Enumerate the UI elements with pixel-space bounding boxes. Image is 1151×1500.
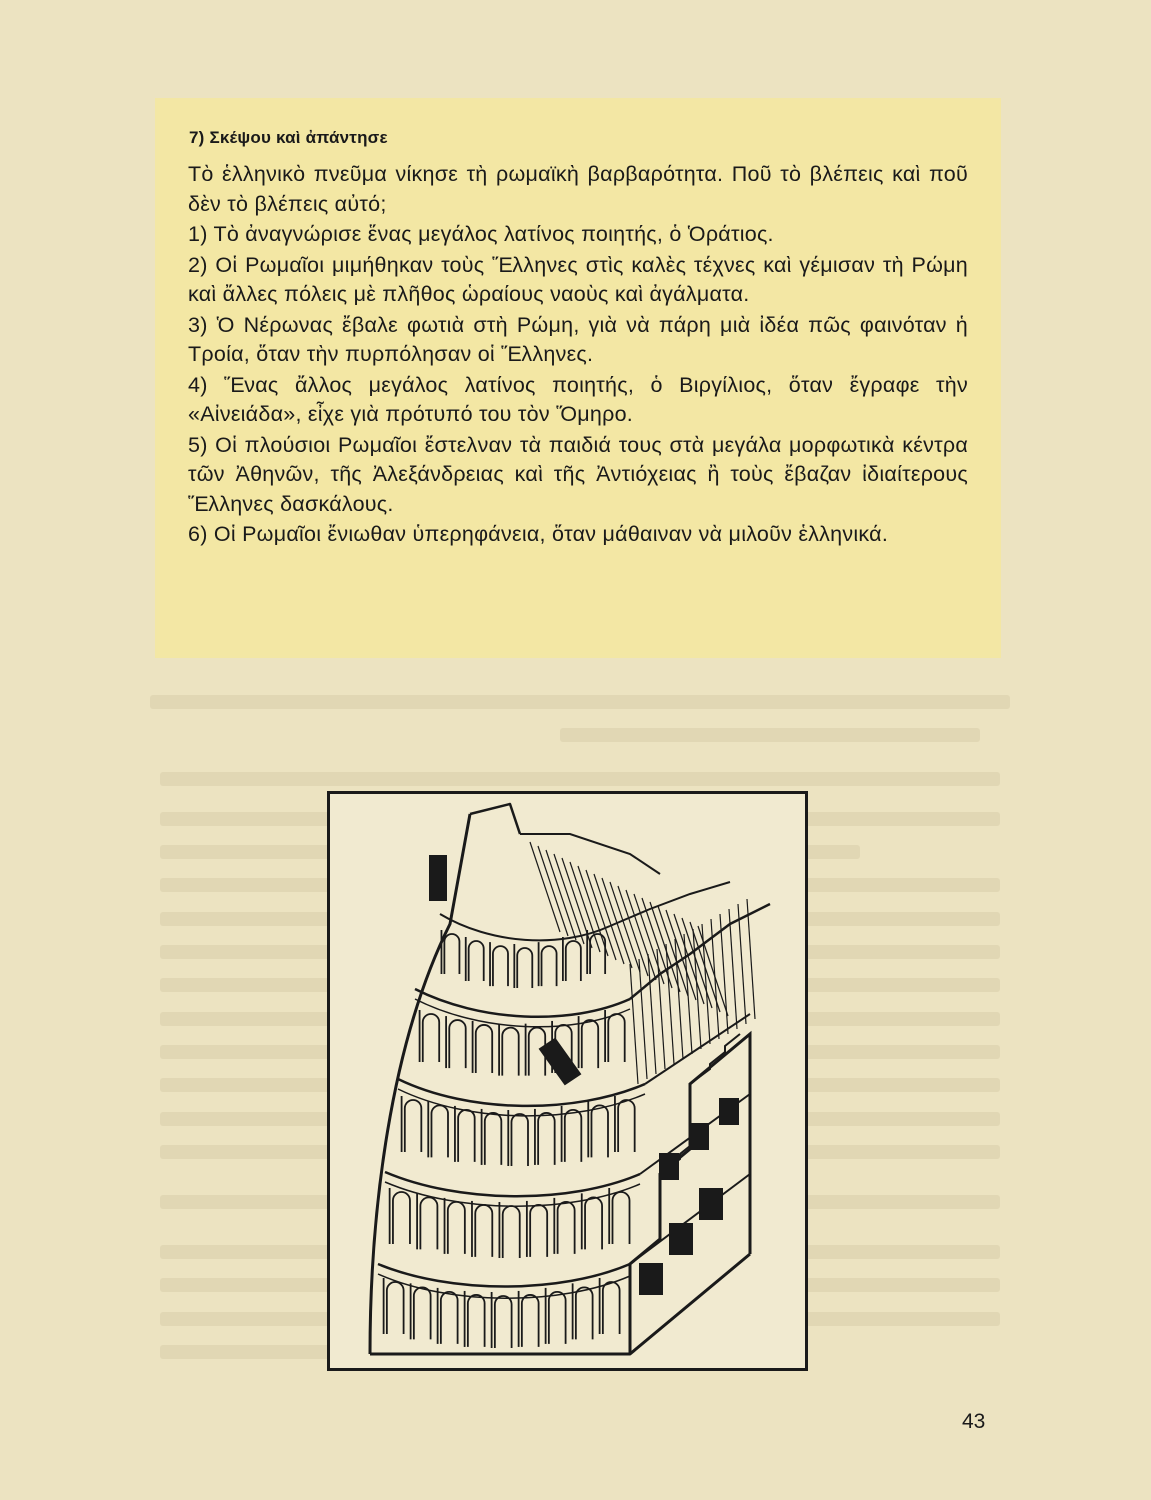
- seat-row: [554, 854, 584, 944]
- seat-row: [578, 866, 608, 956]
- colosseum-illustration: [327, 791, 808, 1371]
- arch: [517, 948, 532, 988]
- seat-row: [711, 919, 719, 1039]
- arch: [530, 1205, 547, 1257]
- seat-row: [658, 906, 688, 996]
- seat-row: [538, 846, 568, 936]
- seat-row: [618, 886, 648, 976]
- arch: [468, 1295, 485, 1347]
- arch: [495, 1296, 512, 1348]
- arch: [522, 1295, 539, 1347]
- seat-row: [648, 954, 656, 1074]
- seat-row: [666, 910, 696, 1000]
- seat-row: [738, 904, 746, 1024]
- seat-row: [747, 899, 755, 1019]
- arch: [503, 1206, 520, 1258]
- exercise-item: 6) Οἱ Ρωμαῖοι ἔνιωθαν ὑπερηφάνεια, ὅταν μάθαιναν νὰ μιλοῦν ἑλληνικά.: [188, 522, 889, 546]
- arch: [423, 1014, 439, 1062]
- arch: [405, 1100, 422, 1152]
- arch: [591, 1105, 608, 1157]
- seat-row: [530, 842, 560, 932]
- arch: [542, 946, 557, 986]
- seat-row: [720, 914, 728, 1034]
- exercise-item: 4) Ἕνας ἄλλος μεγάλος λατίνος ποιητής, ὁ Βιργίλιος, ὅταν ἔγραφε τὴν «Αἰνειάδα», εἶχε γιὰ πρότυπό του τὸν Ὅμηρο.: [188, 372, 968, 426]
- arch: [469, 941, 484, 981]
- arch: [608, 1014, 624, 1062]
- arch: [582, 1020, 598, 1068]
- seat-row: [570, 862, 600, 952]
- exercise-item: 5) Οἱ πλούσιοι Ρωμαῖοι ἔστελναν τὰ παιδιά τους στὰ μεγάλα μορφωτικὰ κέντρα τῶν Ἀθηνῶν, τῆς Ἀλεξάνδρειας καὶ τῆς Ἀντιόχειας ἢ τοὺς ἔβαζαν ἰδιαίτερους Ἕλληνες δασκάλους.: [188, 432, 968, 516]
- arch: [420, 1197, 437, 1249]
- arch: [585, 1197, 602, 1249]
- arch: [449, 1020, 465, 1068]
- arch: [618, 1100, 635, 1152]
- exercise-item: 2) Οἱ Ρωμαῖοι μιμήθηκαν τοὺς Ἕλληνες στὶς καλὲς τέχνες καὶ γέμισαν τὴ Ρώμη καὶ ἄλλες πόλεις μὲ πλῆθος ὡραίους ναοὺς καὶ ἀγάλματα.: [188, 252, 968, 306]
- seat-row: [594, 874, 624, 964]
- arch: [549, 1292, 566, 1344]
- seat-row: [546, 850, 576, 940]
- arch: [565, 1110, 582, 1162]
- arch: [502, 1028, 518, 1076]
- exercise-item: 1) Τὸ ἀναγνώρισε ἕνας μεγάλος λατίνος ποιητής, ὁ Ὁράτιος.: [188, 222, 774, 246]
- arch: [485, 1113, 502, 1165]
- exercise-body: [188, 160, 968, 550]
- colosseum-cutaway-icon: [330, 794, 805, 1368]
- seat-row: [630, 964, 638, 1084]
- seat-row: [657, 949, 665, 1069]
- arch: [558, 1202, 575, 1254]
- arch: [538, 1113, 555, 1165]
- arch: [475, 1205, 492, 1257]
- seat-row: [729, 909, 737, 1029]
- exercise-intro: Τὸ ἑλληνικὸ πνεῦμα νίκησε τὴ ρωμαϊκὴ βαρβαρότητα. Ποῦ τὸ βλέπεις καὶ ποῦ δὲν τὸ βλέπεις αὐτό;: [188, 162, 968, 216]
- arch: [493, 946, 508, 986]
- arch: [612, 1192, 629, 1244]
- seat-row: [639, 959, 647, 1079]
- arch: [431, 1105, 448, 1157]
- arch: [441, 1292, 458, 1344]
- exercise-item: 3) Ὁ Νέρωνας ἔβαλε φωτιὰ στὴ Ρώμη, γιὰ νὰ πάρη μιὰ ἰδέα πῶς φαινόταν ἡ Τροία, ὅταν τὴν πυρπόλησαν οἱ Ἕλληνες.: [188, 312, 968, 366]
- arch: [393, 1192, 410, 1244]
- arch: [576, 1287, 593, 1339]
- arch: [566, 941, 581, 981]
- arch: [414, 1287, 431, 1339]
- arch: [458, 1110, 475, 1162]
- arch: [448, 1202, 465, 1254]
- exercise-heading: 7) Σκέψου καὶ ἀπάντησε: [189, 128, 388, 147]
- seat-row: [562, 858, 592, 948]
- arch: [387, 1282, 404, 1334]
- page-number: 43: [962, 1410, 986, 1433]
- arch: [444, 934, 459, 974]
- seat-row: [610, 882, 640, 972]
- arch: [511, 1114, 528, 1166]
- arch: [603, 1282, 620, 1334]
- seat-row: [602, 878, 632, 968]
- arch: [476, 1025, 492, 1073]
